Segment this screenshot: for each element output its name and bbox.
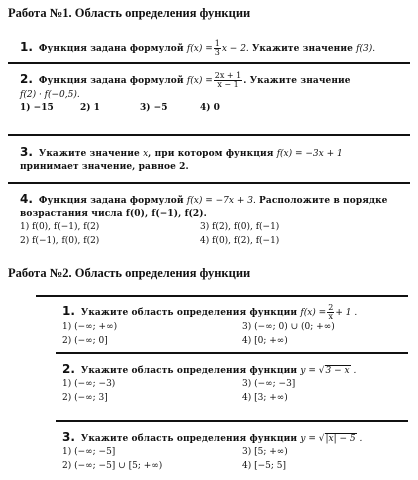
divider: [56, 352, 408, 354]
formula: y =: [300, 366, 316, 376]
answer-option: 3) −5: [140, 103, 168, 114]
work2-title: Работа №2. Область определения функции: [8, 266, 251, 280]
formula: f(x) =: [186, 44, 213, 54]
fraction-numerator: 2x + 1: [214, 71, 242, 80]
task-number: 4.: [20, 192, 33, 206]
radicand: 3 − x: [325, 366, 350, 376]
formula: f(x) = −7x + 3.: [186, 196, 256, 206]
fraction-denominator: x: [328, 312, 334, 321]
answer-option: 2) (−∞; 0]: [62, 335, 108, 346]
formula: f(x) =: [300, 308, 327, 318]
sqrt-sign: √: [318, 434, 325, 444]
answer-option: 2) (−∞; −5] ∪ [5; +∞): [62, 460, 163, 471]
fraction: [327, 304, 334, 321]
answer-option: 3) (−∞; 0) ∪ (0; +∞): [242, 322, 335, 332]
fraction-denominator: x − 1: [217, 80, 239, 89]
formula: x − 2.: [221, 44, 249, 54]
answer-options: [20, 102, 398, 115]
task-text: принимает значение, равное 2.: [20, 162, 189, 173]
task-number: 1.: [62, 304, 75, 318]
answer-option: 2) f(−1), f(0), f(2): [20, 235, 100, 246]
task-number: 3.: [20, 145, 33, 159]
answer-options: [62, 321, 398, 348]
answer-option: 1) f(0), f(−1), f(2): [20, 222, 100, 233]
formula-line: f(2) · f(−0,5).: [20, 90, 80, 100]
task-text: Функция задана формулой: [38, 196, 187, 206]
task-text: Укажите область определения функции: [80, 308, 301, 318]
work2-task-1: [0, 300, 408, 348]
task-text: . Укажите значение: [243, 76, 351, 86]
task-text: Функция задана формулой: [38, 76, 187, 86]
sqrt-sign: √: [318, 366, 325, 376]
task-number: 1.: [20, 40, 33, 54]
answer-option: 3) [5; +∞): [242, 447, 288, 458]
divider: [8, 182, 410, 184]
answer-options: [62, 378, 398, 405]
task-text: Укажите значение: [248, 44, 357, 54]
fraction-denominator: 3: [214, 48, 220, 57]
answer-option: 4) [3; +∞): [242, 392, 288, 403]
formula: .: [356, 434, 363, 444]
formula: + 1 .: [335, 308, 358, 318]
answer-option: 2) 1: [80, 103, 100, 114]
fraction: [214, 40, 221, 57]
answer-option: 4) [−5; 5]: [242, 460, 287, 471]
fraction-numerator: 2: [328, 303, 334, 312]
fraction: [214, 72, 242, 89]
divider: [36, 295, 408, 297]
task-number: 2.: [20, 72, 33, 86]
answer-option: 1) (−∞; −3): [62, 379, 116, 390]
divider: [8, 62, 410, 64]
radicand: |x| − 5: [325, 434, 356, 444]
answer-option: 1) (−∞; −5]: [62, 447, 116, 458]
answer-option: 4) f(0), f(2), f(−1): [200, 235, 280, 246]
task-text: , при котором функция: [148, 149, 277, 159]
task-text: Функция задана формулой: [38, 44, 187, 54]
work1-title: Работа №1. Область определения функции: [8, 6, 251, 20]
divider: [8, 134, 410, 136]
formula: .: [350, 366, 357, 376]
formula: f(x) =: [186, 76, 213, 86]
task-text: Укажите область определения функции: [80, 366, 301, 376]
answer-option: 3) f(2), f(0), f(−1): [200, 222, 280, 233]
answer-options: [62, 446, 398, 473]
answer-option: 1) −15: [20, 103, 54, 114]
work1-task-1: [0, 36, 408, 57]
work1-task-4: [0, 188, 408, 248]
task-number: 2.: [62, 362, 75, 376]
answer-option: 4) [0; +∞): [242, 335, 288, 346]
answer-option: 4) 0: [200, 103, 220, 114]
work2-task-2: [0, 358, 408, 405]
task-text: Расположите в порядке: [255, 196, 388, 206]
work1-task-3: [0, 141, 408, 174]
task-text: возрастания числа f(0), f(−1), f(2).: [20, 209, 207, 220]
answer-option: 3) (−∞; −3]: [242, 379, 296, 390]
fraction-numerator: 1: [214, 39, 220, 48]
formula: f(x) = −3x + 1: [276, 149, 343, 159]
answer-option: 1) (−∞; +∞): [62, 322, 118, 332]
answer-options: [20, 221, 398, 248]
work2-task-3: [0, 426, 408, 473]
formula: f(3).: [356, 44, 376, 54]
answer-option: 2) (−∞; 3]: [62, 392, 108, 403]
divider: [56, 420, 408, 422]
task-text: Укажите область определения функции: [80, 434, 301, 444]
variable: x: [143, 149, 149, 159]
task-text: Укажите значение: [38, 149, 144, 159]
formula: y =: [300, 434, 316, 444]
work1-task-2: [0, 68, 408, 115]
task-number: 3.: [62, 430, 75, 444]
